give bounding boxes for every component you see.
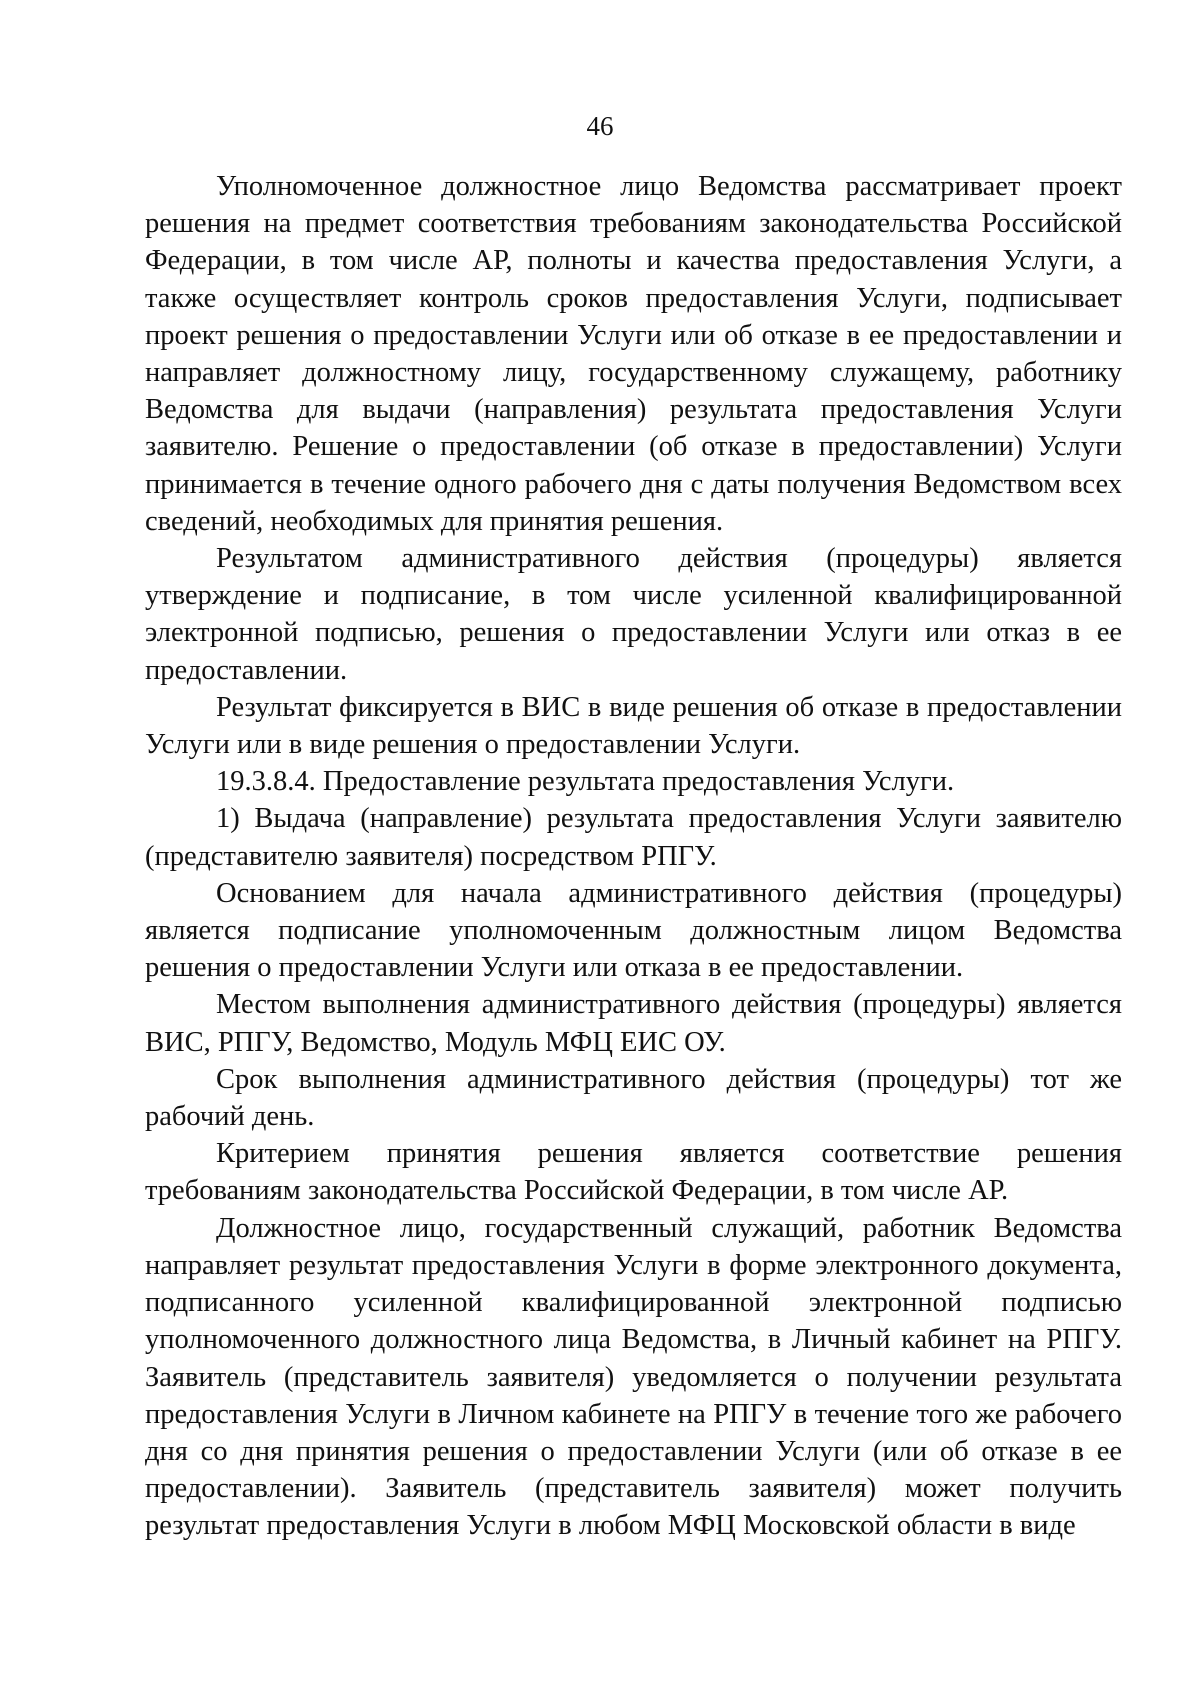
paragraph-result-recorded: Результат фиксируется в ВИС в виде решения об отказе в предоставлении Услуги или в виде решения о предоставлении Услуги. (145, 691, 1122, 761)
paragraph-place: Местом выполнения административного действия (процедуры) является ВИС, РПГУ, Ведомство, Модуль МФЦ ЕИС ОУ. (145, 989, 1122, 1058)
paragraph-review-decision: Уполномоченное должностное лицо Ведомства рассматривает проект решения на предмет соответствия требованиям законодательства Российской Федерации, в том числе АР, полноты и качества предоставления Услуги, а также осуществляет контроль сроков предоставления Услуги, подписывает проект решения о предоставлении Услуги или об отказе в ее предоставлении и направляет должностному лицу, государственному служащему, работнику Ведомства для выдачи (направления) результата предоставления Услуги заявителю. Решение о предоставлении (об отказе в предоставлении) Услуги принимается в течение одного рабочего дня с даты получения Ведомством всех сведений, необходимых для принятия решения. (145, 171, 1122, 537)
paragraph-delivery: Должностное лицо, государственный служащий, работник Ведомства направляет результат предоставления Услуги в форме электронного документа, подписанного усиленной квалифицированной электронной подписью уполномоченного должностного лица Ведомства, в Личный кабинет на РПГУ. Заявитель (представитель заявителя) уведомляется о получении результата предоставления Услуги в Личном кабинете на РПГУ в течение того же рабочего дня со дня принятия решения о предоставлении Услуги (или об отказе в ее предоставлении). Заявитель (представитель заявителя) может получить результат предоставления Услуги в любом МФЦ Московской области в виде (145, 1212, 1122, 1542)
paragraph-section-heading: 19.3.8.4. Предоставление результата предоставления Услуги. (216, 766, 955, 798)
paragraph-result-of-action: Результатом административного действия (процедуры) является утверждение и подписание, в том числе усиленной квалифицированной электронной подписью, решения о предоставлении Услуги или отказ в ее предоставлении. (145, 543, 1122, 686)
document-body (145, 168, 1122, 1545)
paragraph-basis: Основанием для начала административного действия (процедуры) является подписание уполномоченным должностным лицом Ведомства решения о предоставлении Услуги или отказа в ее предоставлении. (145, 877, 1122, 984)
paragraph-list-item-1: 1) Выдача (направление) результата предоставления Услуги заявителю (представителю заявителя) посредством РПГУ. (145, 803, 1122, 872)
page-number: 46 (586, 111, 614, 141)
paragraph-term: Срок выполнения административного действия (процедуры) тот же рабочий день. (145, 1063, 1122, 1133)
paragraph-criterion: Критерием принятия решения является соответствие решения требованиям законодательства Российской Федерации, в том числе АР. (145, 1138, 1122, 1207)
